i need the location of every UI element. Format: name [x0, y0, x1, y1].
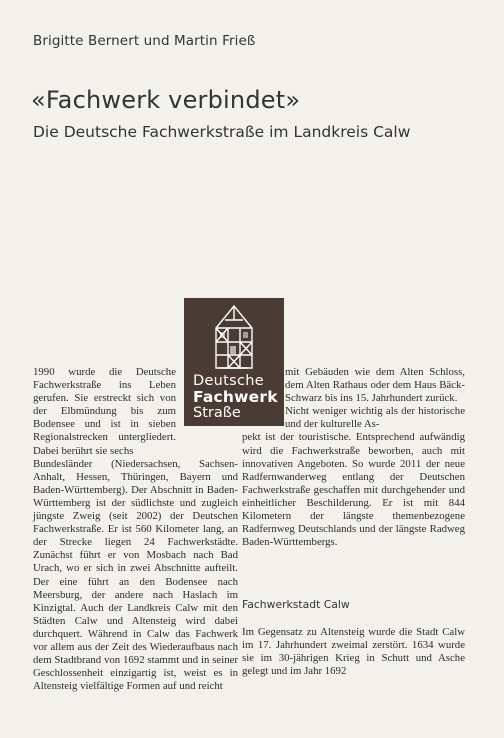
logo-line-deutsche: Deutsche	[193, 373, 264, 389]
section-body	[242, 626, 465, 678]
authors: Brigitte Bernert und Martin Frieß	[33, 33, 256, 49]
right-column-intro: mit Gebäuden wie dem Alten Schloss, dem Alten Rathaus oder dem Haus Bäck-Schwarz bis ins 15. Jahrhundert zurück.	[285, 366, 465, 405]
article-title: «Fachwerk verbindet»	[31, 86, 301, 114]
right-column-intro-2: Nicht weniger wichtig als der historische und der kulturelle As-	[285, 405, 465, 431]
right-column	[242, 366, 465, 549]
left-column-body: Bundesländer (Niedersachsen, Sachsen-Anhalt, Hessen, Thüringen, Bayern und Baden-Württemberg). Der Abschnitt in Baden-Württemberg ist der südlichste und zugleich jüngste Zweig (seit 2002) der Deutschen Fachwerkstraße. Er ist 560 Kilometer lang, an der Strecke liegen 24 Fachwerkstädte. Zunächst führt er von Mosbach nach Bad Urach, wo er sich in zwei Abschnitte aufteilt. Der eine führt an den Bodensee nach Meersburg, der andere nach Haslach im Kinzigtal. Auch der Landkreis Calw mit den Städten Calw und Altensteig wird dabei durchquert. Während in Calw das Fachwerk vor allem aus der Zeit des Wiederaufbaus nach dem Stadtbrand von 1692 stammt und in seiner Geschlossenheit einzigartig ist, weist es in Altensteig vielfältige Formen auf und reicht	[33, 457, 238, 693]
logo-line-fachwerk: Fachwerk	[193, 388, 278, 406]
left-column	[33, 366, 238, 693]
right-column-body: pekt ist der touristische. Entsprechend aufwändig wird die Fachwerkstraße beworben, auch mit innovativen Angeboten. So wurde 2011 der neue Radfernwanderweg entlang der Deutschen Fachwerkstraße geschaffen mit durchgehender und einheitlicher Beschilderung. Er ist mit 844 Kilometern der längste themenbezogene Radfernweg Deutschlands und der längste Radweg Baden-Württembergs.	[242, 431, 465, 549]
section-paragraph: Im Gegensatz zu Altensteig wurde die Stadt Calw im 17. Jahrhundert zweimal zerstört. 1634 wurde sie im 30-jährigen Krieg in Schutt und Asche gelegt und im Jahr 1692	[242, 626, 465, 678]
section-heading: Fachwerkstadt Calw	[242, 598, 350, 611]
article-subtitle: Die Deutsche Fachwerkstraße im Landkreis Calw	[33, 123, 411, 141]
logo-line-strasse: Straße	[193, 405, 241, 421]
left-column-intro: 1990 wurde die Deutsche Fachwerkstraße ins Leben gerufen. Sie erstreckt sich von der Elbmündung bis zum Bodensee und ist in sieben Regionalstrecken untergliedert. Dabei berührt sie sechs	[33, 366, 176, 457]
